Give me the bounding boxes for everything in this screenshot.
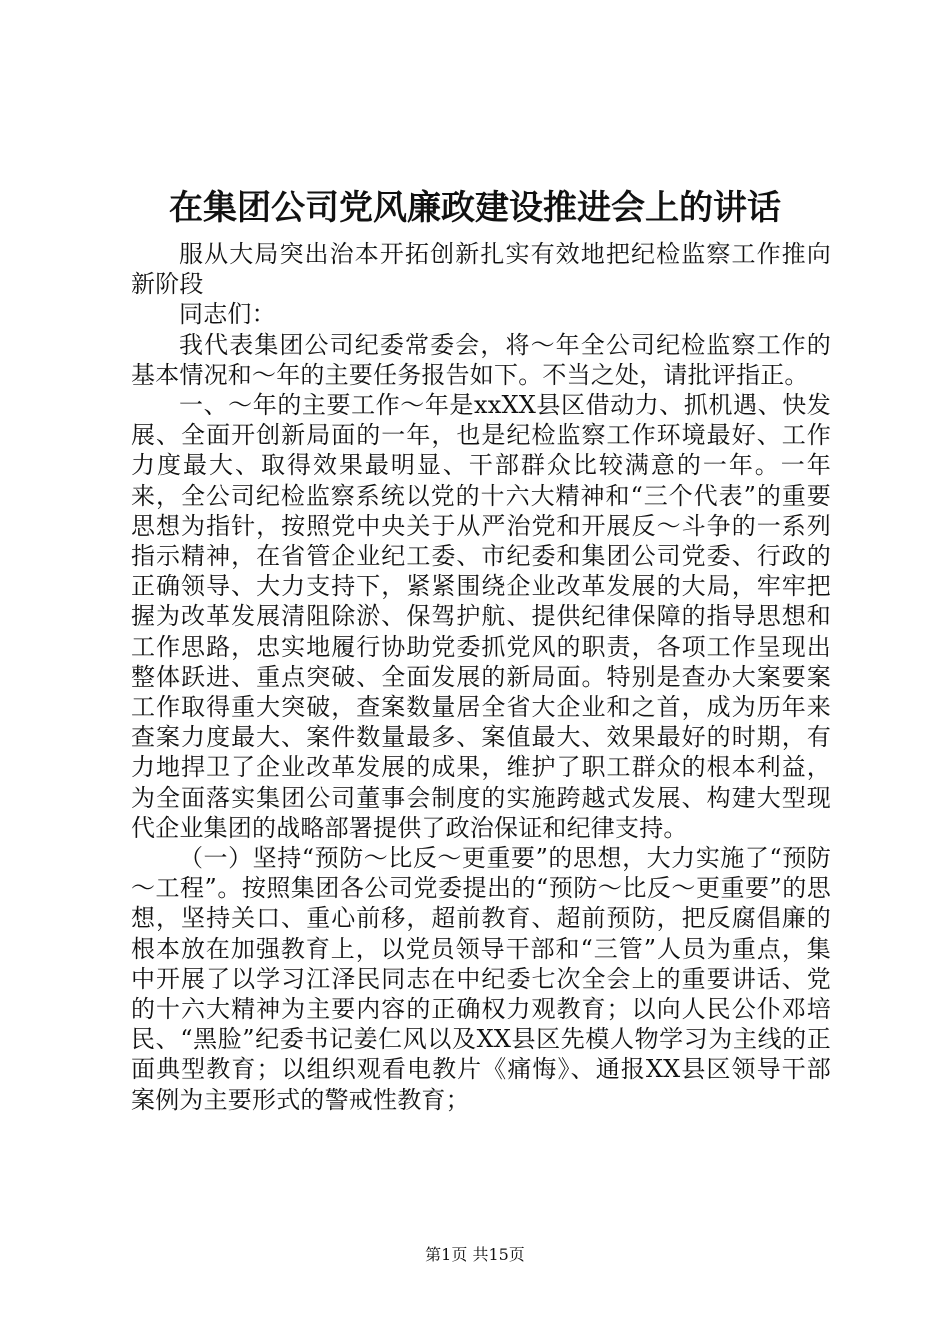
subsection-one-paragraph: （一）坚持“预防～比反～更重要”的思想，大力实施了“预防～工程”。按照集团各公司党委提出的“预防～比反～更重要”的思想，坚持关口、重心前移，超前教育、超前预防，把反腐倡廉的根本放在加强教育上，以党员领导干部和“三管”人员为重点，集中开展了以学习江泽民同志在中纪委七次全会上的重要讲话、党的十六大精神为主要内容的正确权力观教育；以向人民公仆邓培民、“黑脸”纪委书记姜仁风以及XX县区先模人物学习为主线的正面典型教育；以组织观看电教片《痛悔》、通报XX县区领导干部案例为主要形式的警戒性教育； xyxy=(131,844,831,1114)
document-body xyxy=(131,239,831,1115)
subtitle-paragraph: 服从大局突出治本开拓创新扎实有效地把纪检监察工作推向新阶段 xyxy=(131,240,831,299)
salutation-paragraph: 同志们： xyxy=(179,300,276,329)
page-number-footer: 第1页 共15页 xyxy=(425,1245,525,1264)
intro-paragraph: 我代表集团公司纪委常委会，将～年全公司纪检监察工作的基本情况和～年的主要任务报告如下。不当之处，请批评指正。 xyxy=(131,330,831,389)
section-one-paragraph: 一、～年的主要工作～年是xxXX县区借动力、抓机遇、快发展、全面开创新局面的一年，也是纪检监察工作环境最好、工作力度最大、取得效果最明显、干部群众比较满意的一年。一年来，全公司纪检监察系统以党的十六大精神和“三个代表”的重要思想为指针，按照党中央关于从严治党和开展反～斗争的一系列指示精神，在省管企业纪工委、市纪委和集团公司党委、行政的正确领导、大力支持下，紧紧围绕企业改革发展的大局，牢牢把握为改革发展清阻除淤、保驾护航、提供纪律保障的指导思想和工作思路，忠实地履行协助党委抓党风的职责，各项工作呈现出整体跃进、重点突破、全面发展的新局面。特别是查办大案要案工作取得重大突破，查案数量居全省大企业和之首，成为历年来查案力度最大、案件数量最多、案值最大、效果最好的时期，有力地捍卫了企业改革发展的成果，维护了职工群众的根本利益，为全面落实集团公司董事会制度的实施跨越式发展、构建大型现代企业集团的战略部署提供了政治保证和纪律支持。 xyxy=(131,391,831,842)
document-title: 在集团公司党风廉政建设推进会上的讲话 xyxy=(169,188,781,228)
